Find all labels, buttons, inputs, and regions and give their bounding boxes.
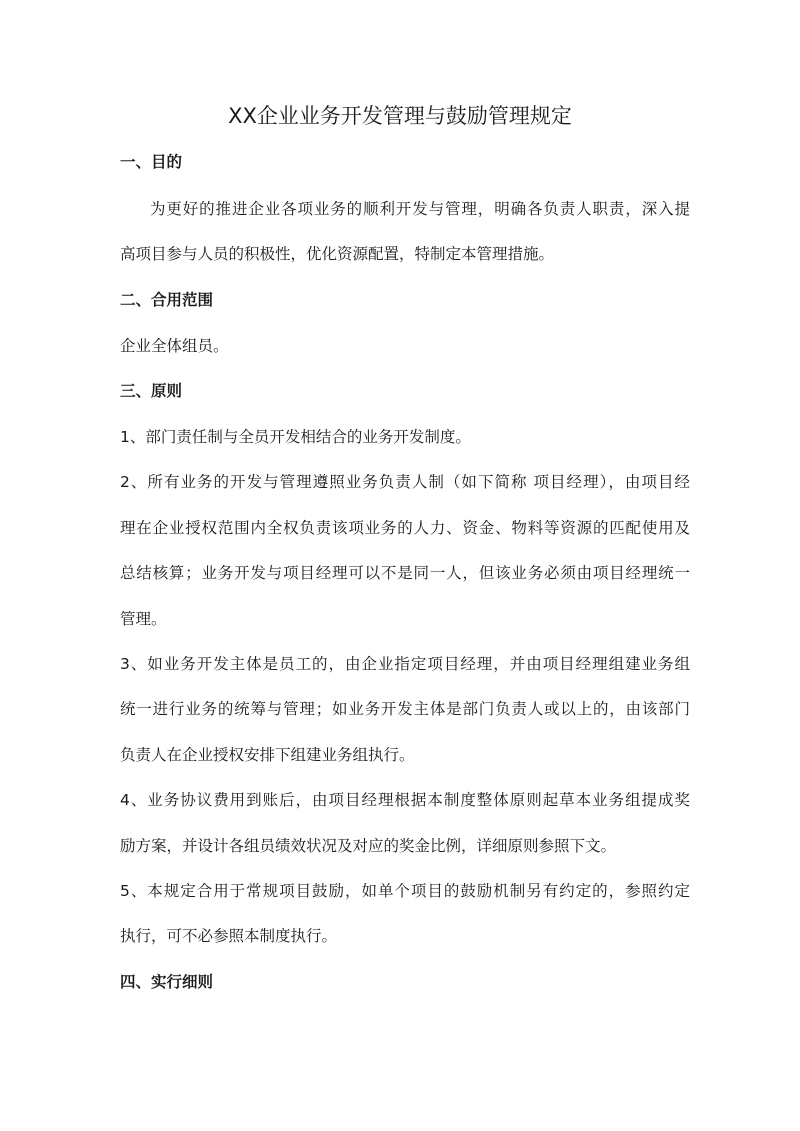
principle-item-3-line: 统一进行业务的统筹与管理；如业务开发主体是部门负责人或以上的，由该部门 — [120, 700, 690, 718]
principle-item-5-line: 执行，可不必参照本制度执行。 — [120, 927, 338, 945]
section-heading-principles: 三、原则 — [120, 382, 183, 400]
section-heading-scope: 二、合用范围 — [120, 291, 214, 309]
paragraph-line: 企业全体组员。 — [120, 337, 229, 355]
principle-item-1: 1、部门责任制与全员开发相结合的业务开发制度。 — [120, 428, 471, 446]
principle-item-2-line: 管理。 — [120, 610, 167, 628]
principle-item-4-line: 励方案，并设计各组员绩效状况及对应的奖金比例，详细原则参照下文。 — [120, 837, 617, 855]
principle-item-2-line: 总结核算；业务开发与项目经理可以不是同一人，但该业务必须由项目经理统一 — [120, 564, 690, 582]
principle-item-3-line: 3、如业务开发主体是员工的，由企业指定项目经理，并由项目经理组建业务组 — [120, 655, 690, 673]
section-heading-implementation: 四、实行细则 — [120, 973, 214, 991]
principle-item-2-line: 理在企业授权范围内全权负责该项业务的人力、资金、物料等资源的匹配使用及 — [120, 519, 690, 537]
principle-item-5-line: 5、本规定合用于常规项目鼓励，如单个项目的鼓励机制另有约定的，参照约定 — [120, 882, 690, 900]
paragraph-line: 为更好的推进企业各项业务的顺利开发与管理，明确各负责人职责，深入提 — [150, 200, 690, 218]
section-heading-purpose: 一、目的 — [120, 153, 183, 171]
document-title: XX企业业务开发管理与鼓励管理规定 — [228, 104, 572, 128]
principle-item-2-line: 2、所有业务的开发与管理遵照业务负责人制（如下简称 项目经理），由项目经 — [120, 473, 690, 491]
principle-item-4-line: 4、业务协议费用到账后，由项目经理根据本制度整体原则起草本业务组提成奖 — [120, 791, 690, 809]
paragraph-line: 高项目参与人员的积极性，优化资源配置，特制定本管理措施。 — [120, 245, 555, 263]
principle-item-3-line: 负责人在企业授权安排下组建业务组执行。 — [120, 746, 415, 764]
